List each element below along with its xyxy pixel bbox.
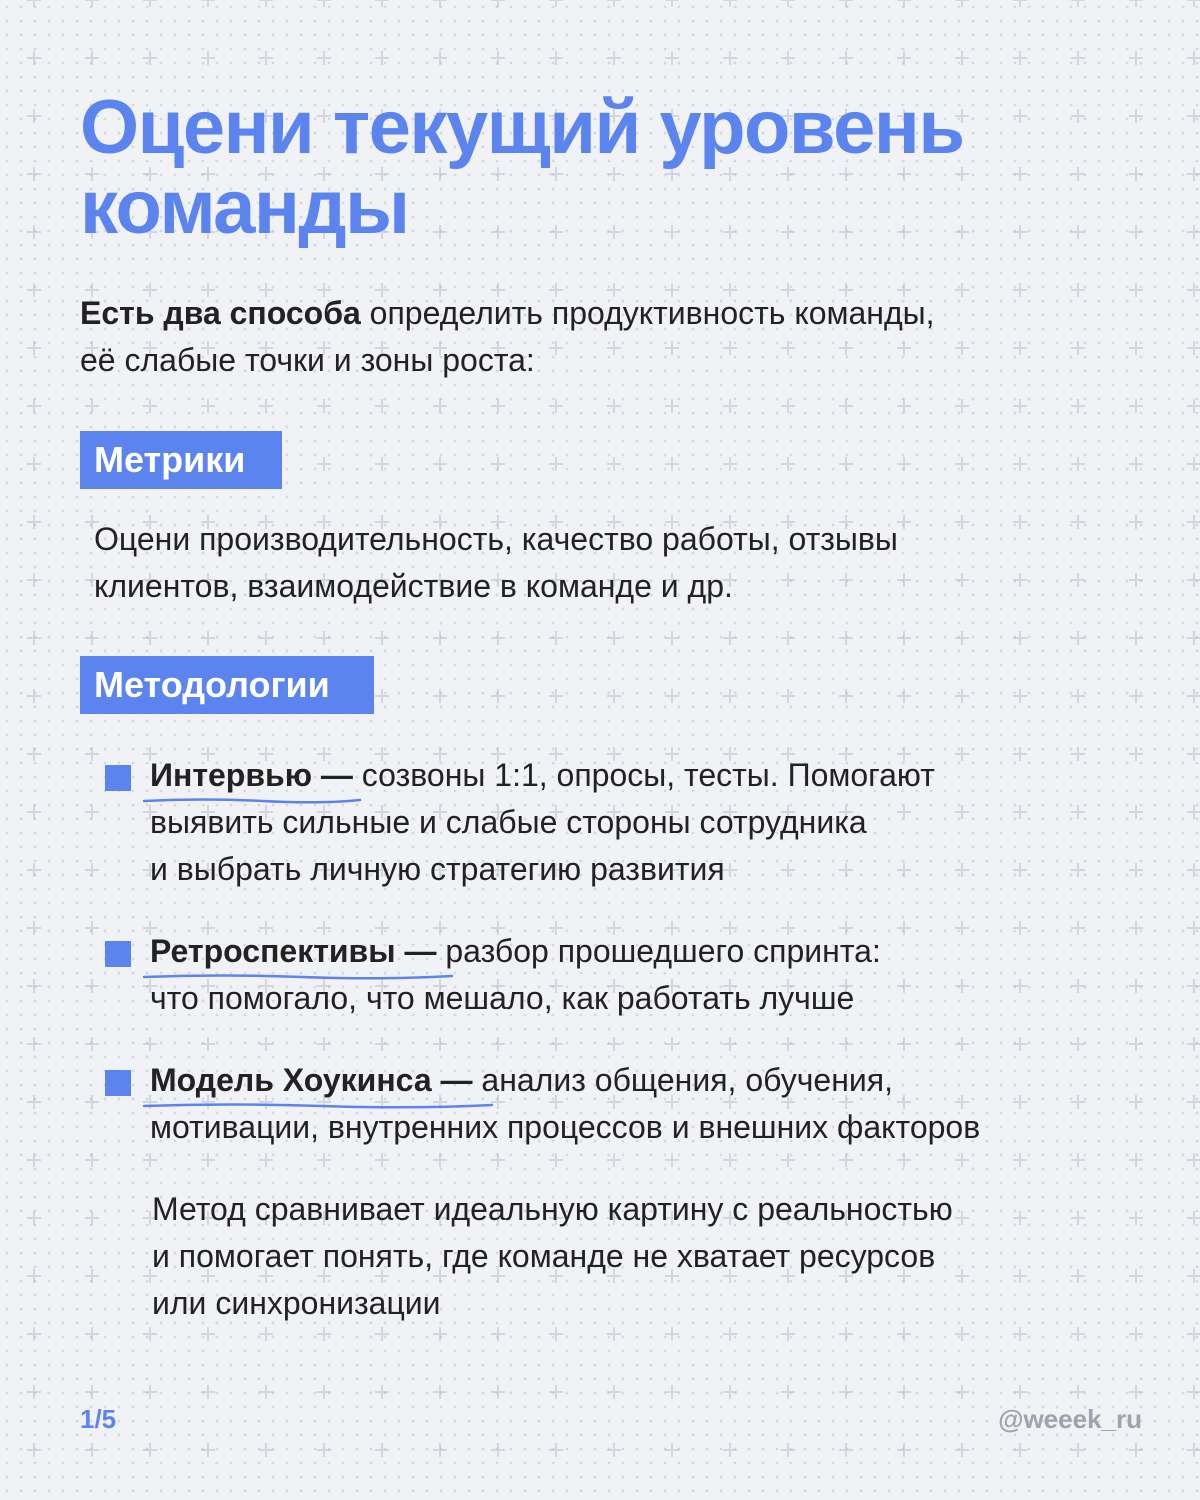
method-text [150, 1057, 1150, 1151]
title-line-1: Оцени текущий уровень [80, 85, 964, 170]
bullet-square-icon [105, 941, 131, 967]
method-line-2: выявить сильные и слабые стороны сотрудника [150, 804, 867, 840]
note-line-2: и помогает понять, где команде не хватает ресурсов [152, 1238, 936, 1274]
metrics-description [94, 516, 1094, 610]
method-term [150, 752, 353, 799]
bullet-square-icon [105, 765, 131, 791]
hawkins-note [152, 1186, 1132, 1327]
page-indicator: 1/5 [80, 1404, 117, 1434]
method-text [150, 752, 1150, 893]
underline-stroke-icon [142, 971, 454, 981]
page-title [80, 85, 1120, 250]
method-term [150, 1057, 473, 1104]
method-text [150, 928, 1150, 1022]
intro-paragraph [80, 290, 1120, 384]
bullet-square-icon [105, 1070, 131, 1096]
metrics-tag: Метрики [80, 431, 282, 489]
intro-rest: определить продуктивность команды, [360, 295, 935, 331]
intro-bold: Есть два способа [80, 295, 361, 331]
metrics-line-2: клиентов, взаимодействие в команде и др. [94, 568, 733, 604]
intro-line-2: её слабые точки и зоны роста: [80, 342, 535, 378]
title-line-2: команды [80, 165, 409, 250]
method-rest: разбор прошедшего спринта: [436, 933, 881, 969]
underline-stroke-icon [142, 795, 362, 805]
method-rest: созвоны 1:1, опросы, тесты. Помогают [352, 757, 935, 793]
method-line-3: и выбрать личную стратегию развития [150, 851, 725, 887]
term-label: Ретроспективы — [150, 933, 437, 969]
term-label: Модель Хоукинса — [150, 1062, 473, 1098]
underline-stroke-icon [142, 1100, 494, 1110]
term-label: Интервью — [150, 757, 353, 793]
method-line-2: что помогало, что мешало, как работать лучше [150, 980, 855, 1016]
note-line-3: или синхронизации [152, 1285, 441, 1321]
method-term [150, 928, 436, 975]
account-handle: @weeek_ru [998, 1404, 1142, 1434]
metrics-line-1: Оцени производительность, качество работы, отзывы [94, 521, 898, 557]
method-line-2: мотивации, внутренних процессов и внешних факторов [150, 1109, 981, 1145]
note-line-1: Метод сравнивает идеальную картину с реальностью [152, 1191, 953, 1227]
methods-tag: Методологии [80, 656, 374, 714]
method-rest: анализ общения, обучения, [472, 1062, 893, 1098]
